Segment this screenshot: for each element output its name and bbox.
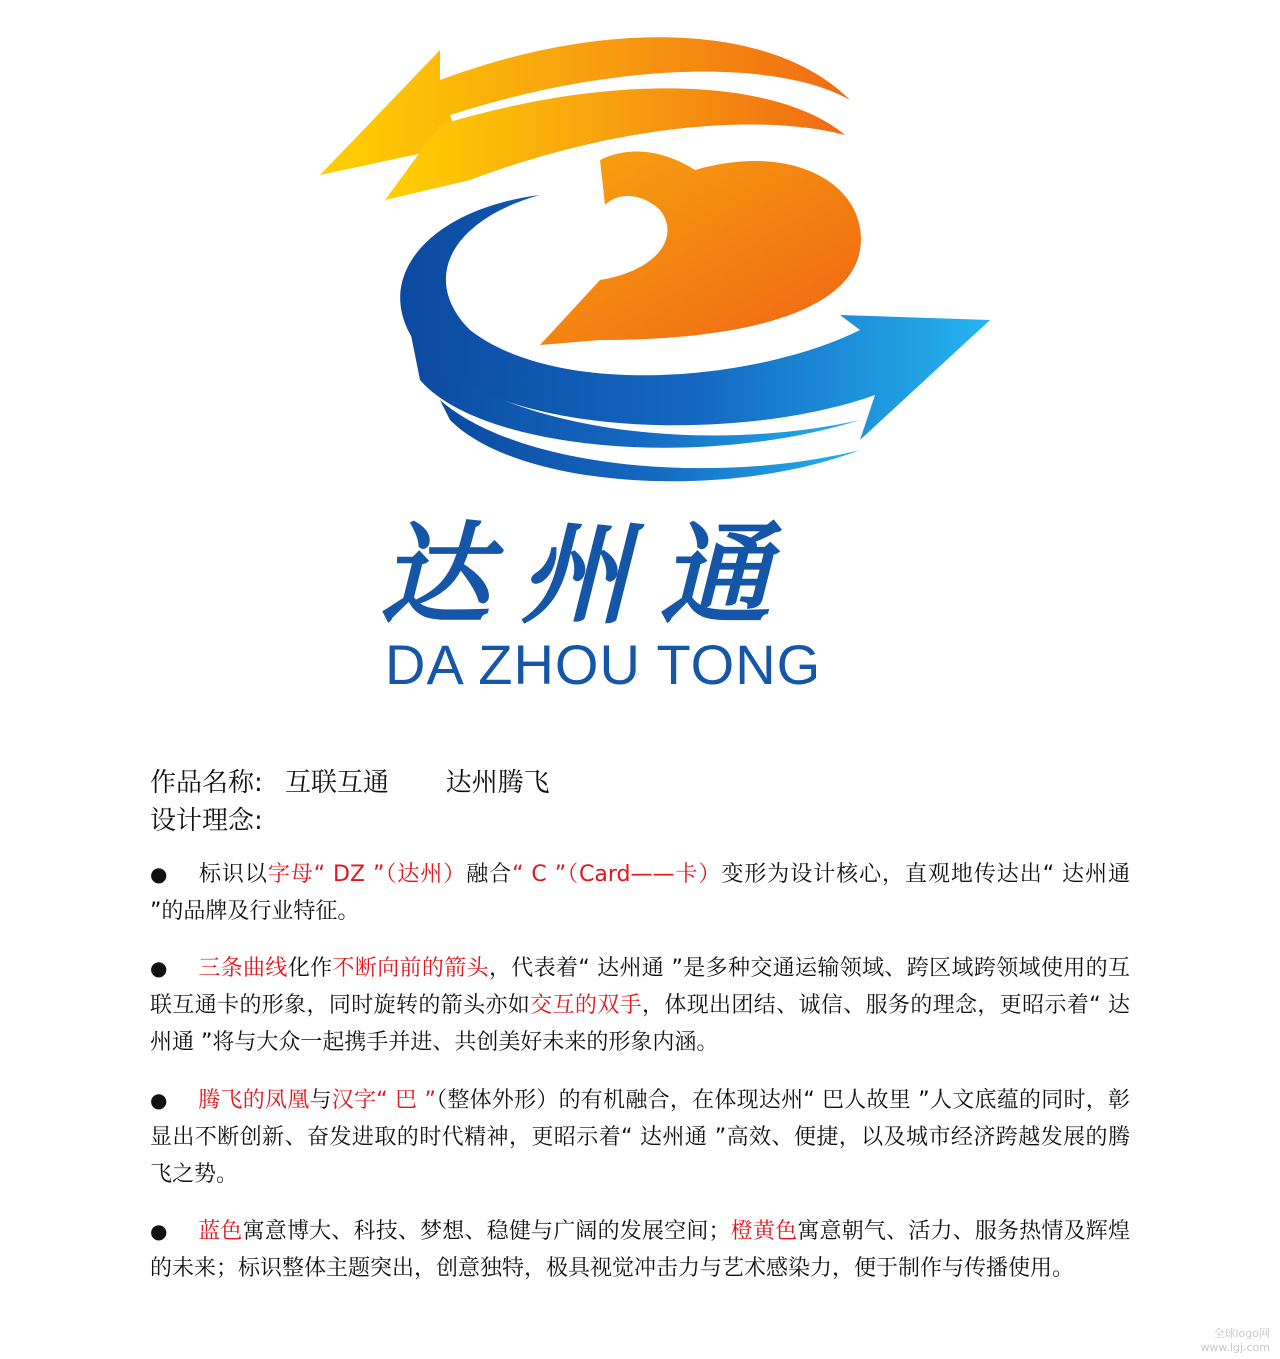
body-text: 融合	[466, 862, 513, 887]
watermark: 全球logo网 www.lgj.com	[1200, 1327, 1270, 1354]
highlight-text: （Card——卡）	[566, 862, 722, 887]
concept-paragraph-1	[150, 856, 1130, 930]
highlight-text: 字母“ DZ ”	[267, 862, 385, 887]
body-text: （整体外形）的有机融合，在体现达州“ 巴人故里 ”人文底蕴的同时，彰显出不断创新、奋发进取的时代精神，更昭示着“ 达州通 ”高效、便捷，以及城市经济跨越发展的腾飞之势。	[150, 1088, 1130, 1187]
body-text: 标识以	[198, 862, 268, 887]
bullet-icon: ●	[150, 862, 168, 886]
body-text: 化作	[287, 956, 333, 981]
body-text: ，代表着“ 达州通 ”是多种交通运输领域、跨区域跨领域使用的互联互通卡的形象，同时旋转的箭头亦如	[150, 956, 1130, 1018]
highlight-text: 腾飞的凤凰	[198, 1088, 310, 1113]
work-name-2: 达州腾飞	[445, 768, 550, 798]
bullet-icon: ●	[150, 1088, 168, 1112]
highlight-text: 蓝色	[198, 1219, 243, 1244]
body-text: ，体现出团结、诚信、服务的理念，更昭示着“ 达州通 ”将与大众一起携手并进、共创美好未来的形象内涵。	[150, 993, 1130, 1055]
body-text: 寓意博大、科技、梦想、稳健与广阔的发展空间；	[242, 1219, 731, 1244]
work-name-label: 作品名称:	[150, 768, 263, 798]
highlight-text: “ C ”	[512, 862, 567, 887]
highlight-text: 汉字“ 巴 ”	[331, 1088, 436, 1113]
orange-d-shape	[540, 151, 861, 345]
work-name-line	[150, 766, 550, 800]
bullet-icon: ●	[150, 956, 168, 980]
concept-paragraph-2	[150, 950, 1130, 1061]
brand-name-english: DA ZHOU TONG	[385, 633, 822, 696]
concept-paragraph-3	[150, 1082, 1130, 1193]
highlight-text: 三条曲线	[198, 956, 288, 981]
work-name-1: 互联互通	[285, 768, 390, 798]
brand-name-chinese: 达州通	[380, 511, 800, 639]
body-text: 与	[309, 1088, 332, 1113]
highlight-text: （达州）	[384, 862, 467, 887]
body-text: 变形为设计核心，直观地传达出“ 达州通 ”的品牌及行业特征。	[150, 862, 1130, 924]
design-concept-label: 设计理念:	[150, 806, 263, 836]
highlight-text: 橙黄色	[730, 1219, 798, 1244]
highlight-text: 不断向前的箭头	[332, 956, 489, 981]
highlight-text: 交互的双手	[530, 993, 642, 1018]
logo-mark	[300, 20, 1020, 520]
bullet-icon: ●	[150, 1219, 168, 1243]
concept-paragraph-4	[150, 1213, 1130, 1287]
body-text: 寓意朝气、活力、服务热情及辉煌的未来；标识整体主题突出，创意独特，极具视觉冲击力与艺术感染力，便于制作与传播使用。	[150, 1219, 1130, 1281]
